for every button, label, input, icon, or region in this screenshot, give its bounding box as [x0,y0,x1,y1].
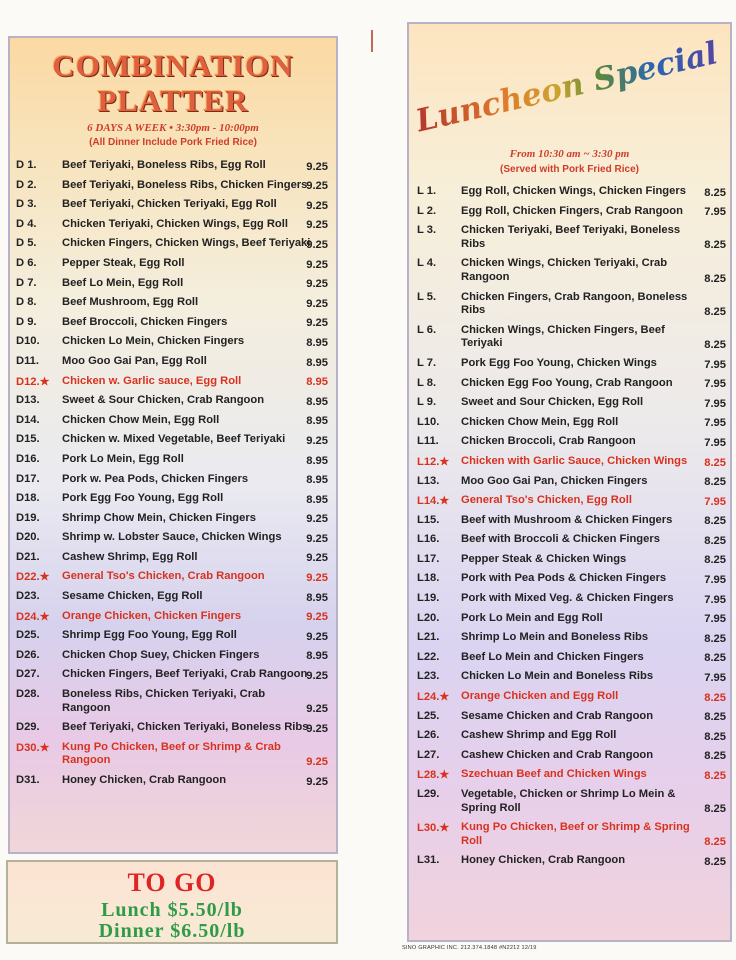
menu-item-description: Egg Roll, Chicken Wings, Chicken Fingers [461,185,686,197]
menu-item-price: 9.25 [306,532,328,545]
menu-item-price: 8.95 [306,415,328,428]
menu-item [409,202,730,222]
menu-item-price: 9.25 [306,630,328,643]
menu-item-description: Chicken Fingers, Crab Rangoon, Boneless Ribs [461,290,688,317]
menu-item-price: 9.25 [306,703,328,716]
menu-item-price: 8.95 [306,493,328,506]
to-go-title: TO GO [127,868,217,897]
menu-item-description: Pepper Steak, Egg Roll [62,256,185,269]
menu-item-code: D 6. [16,256,37,269]
menu-item [409,726,730,746]
menu-item-price: 9.25 [306,670,328,683]
menu-item-price: 9.25 [306,278,328,291]
menu-item-code: D15. [16,433,40,446]
combination-hours: 6 DAYS A WEEK • 3:30pm - 10:00pm [87,122,259,134]
menu-item-description: Cashew Shrimp and Egg Roll [461,729,617,742]
menu-item-code: D26. [16,648,40,661]
menu-item-code: L27. [417,748,440,761]
menu-item-description: Chicken Broccoli, Crab Rangoon [461,435,636,448]
menu-item [10,274,336,294]
menu-item-code: L30.★ [417,822,450,835]
menu-item-price: 9.25 [306,180,328,193]
menu-item-code: L 8. [417,376,437,389]
menu-item-price: 9.25 [306,611,328,624]
menu-item-description: Beef Lo Mein, Egg Roll [62,276,184,289]
menu-item-description: Shrimp w. Lobster Sauce, Chicken Wings [62,531,282,544]
menu-item [10,313,336,333]
menu-item-description: Chicken Fingers, Chicken Wings, Beef Teriyaki [62,237,311,250]
menu-item-description: Chicken Lo Mein and Boneless Ribs [461,670,654,683]
menu-item [10,626,336,646]
menu-item-code: D27. [16,668,40,681]
menu-item-code: D 5. [16,237,37,250]
menu-item [10,352,336,372]
printer-credit: SINO GRAPHIC INC. 212.374.1848 #N2212 12/19 [402,945,537,951]
menu-item-description: Pork with Pea Pods & Chicken Fingers [461,572,667,585]
menu-item-code: L15. [417,513,440,526]
menu-item-code: D24.★ [16,610,50,623]
menu-item-code: D31. [16,774,40,786]
menu-item-code: L31. [417,854,440,867]
menu-item-price: 8.95 [306,395,328,408]
menu-item [409,182,730,202]
menu-item [409,609,730,629]
menu-item [409,321,730,354]
menu-item-code: D 8. [16,296,37,309]
menu-item-description: Beef Teriyaki, Boneless Ribs, Egg Roll [62,159,266,171]
menu-item-code: L 1. [417,185,437,197]
menu-item [409,550,730,570]
menu-item [409,452,730,472]
menu-item-description: Kung Po Chicken, Beef or Shrimp & Crab Rangoon [62,740,281,767]
menu-item-description: Egg Roll, Chicken Fingers, Crab Rangoon [461,204,683,217]
menu-item [10,470,336,490]
menu-item-code: L13. [417,474,440,487]
menu-item-description: Beef Mushroom, Egg Roll [62,296,199,309]
menu-item [409,628,730,648]
menu-item-price: 7.95 [704,672,726,685]
combination-platter-panel [8,36,338,854]
menu-item-description: Chicken Fingers, Beef Teriyaki, Crab Rangoon [62,668,308,681]
menu-item [409,354,730,374]
menu-item-description: Beef Teriyaki, Chicken Teriyaki, Egg Roll [62,198,277,211]
menu-item-code: L12.★ [417,455,450,468]
menu-item [10,548,336,568]
menu-item [409,413,730,433]
menu-item-description: Chicken Wings, Chicken Teriyaki, Crab Rangoon [461,257,668,283]
menu-item-price: 9.25 [306,552,328,565]
menu-item-price: 8.25 [704,534,726,547]
menu-item-price: 8.25 [704,476,726,489]
menu-item-code: L10. [417,415,440,428]
menu-item-price: 8.25 [704,554,726,567]
menu-item-description: Shrimp Egg Foo Young, Egg Roll [62,629,237,642]
menu-item-price: 8.25 [704,691,726,704]
menu-item-price: 7.95 [704,436,726,449]
menu-item [409,254,730,287]
menu-item-code: L 7. [417,356,437,369]
to-go-dinner-price: Dinner $6.50/lb [98,920,246,942]
menu-item [10,215,336,235]
menu-item-code: D28. [16,688,40,701]
menu-item-price: 8.25 [704,770,726,782]
menu-item [409,785,730,818]
menu-item [10,430,336,450]
menu-item-code: L17. [417,552,440,565]
menu-item-code: D 9. [16,315,37,328]
menu-item-code: D 4. [16,217,37,230]
menu-item [10,771,336,791]
menu-item-description: Szechuan Beef and Chicken Wings [461,768,647,781]
menu-item-code: L 4. [417,257,437,270]
menu-item-price: 8.95 [306,376,328,389]
menu-item [409,393,730,413]
menu-item [409,432,730,452]
menu-item [409,746,730,766]
menu-item-code: L22. [417,650,440,663]
menu-item-price: 7.95 [704,495,726,508]
menu-item [10,567,336,587]
menu-item-price: 9.25 [306,513,328,526]
menu-item-description: Chicken Wings, Chicken Fingers, Beef Teriyaki [461,323,665,350]
menu-item-code: D22.★ [16,571,50,584]
menu-item [409,687,730,707]
menu-item [409,589,730,609]
luncheon-title: Luncheon Special [413,33,734,144]
menu-item-description: General Tso's Chicken, Egg Roll [461,494,632,507]
menu-item-price: 9.25 [306,258,328,271]
menu-item-price: 9.25 [306,219,328,232]
menu-item [409,667,730,687]
menu-item [409,530,730,550]
menu-item-price: 8.25 [704,305,726,318]
menu-item-description: Chicken Chop Suey, Chicken Fingers [62,648,260,661]
menu-item-price: 8.25 [704,632,726,645]
menu-item-price: 7.95 [704,358,726,371]
menu-item-code: L11. [417,435,439,448]
menu-item-description: Beef with Broccoli & Chicken Fingers [461,533,660,546]
menu-item-code: D 1. [16,159,37,171]
menu-item-description: Beef Teriyaki, Chicken Teriyaki, Boneless Ribs [62,721,309,734]
menu-item [10,176,336,196]
menu-item-price: 8.95 [306,336,328,349]
menu-item-code: L28.★ [417,769,450,782]
menu-item-description: Orange Chicken and Egg Roll [461,690,619,703]
menu-item [10,646,336,666]
menu-item-code: D25. [16,629,40,642]
menu-item-code: L23. [417,670,440,683]
luncheon-hours: From 10:30 am ~ 3:30 pm [509,148,630,160]
menu-item-price: 8.25 [704,515,726,528]
menu-item-price: 9.25 [306,434,328,447]
menu-item-description: Orange Chicken, Chicken Fingers [62,609,242,622]
combination-title-line1: COMBINATION [52,48,294,83]
menu-item-description: Sweet and Sour Chicken, Egg Roll [461,396,644,409]
menu-item-price: 8.25 [704,186,726,199]
menu-item-code: L 9. [417,396,437,409]
menu-item [409,851,730,871]
menu-item-code: L19. [417,592,440,605]
menu-item [10,234,336,254]
menu-item-price: 8.25 [704,711,726,724]
luncheon-special-panel [407,22,732,942]
menu-item-price: 8.25 [704,456,726,469]
menu-item [409,491,730,511]
menu-item-description: Shrimp Lo Mein and Boneless Ribs [461,631,649,644]
menu-item-price: 7.95 [704,206,726,219]
menu-item-description: Moo Goo Gai Pan, Chicken Fingers [461,474,648,487]
menu-item-description: Sesame Chicken and Crab Rangoon [461,709,654,722]
menu-item-price: 7.95 [704,613,726,626]
menu-item [10,411,336,431]
menu-item-price: 9.25 [306,160,328,173]
menu-item [10,718,336,738]
menu-item [409,511,730,531]
menu-item-price: 8.25 [704,338,726,351]
menu-item [409,569,730,589]
menu-item [409,288,730,321]
menu-item-price: 8.25 [704,652,726,665]
to-go-lunch-price: Lunch $5.50/lb [101,899,243,921]
menu-item-code: L25. [417,709,440,722]
menu-item [10,665,336,685]
menu-item-price: 8.25 [704,239,726,252]
combination-title-line2: PLATTER [97,83,249,118]
menu-item-description: Chicken w. Mixed Vegetable, Beef Teriyaki [62,433,286,446]
menu-item-code: L20. [417,611,440,624]
menu-item-description: Chicken Chow Mein, Egg Roll [461,415,619,428]
menu-item [409,374,730,394]
menu-item [10,489,336,509]
menu-item-price: 8.25 [704,836,726,849]
menu-item-code: D 2. [16,178,37,191]
luncheon-note: (Served with Pork Fried Rice) [500,164,639,175]
menu-item-price: 8.95 [306,591,328,604]
menu-item-description: Pork Lo Mein and Egg Roll [461,611,603,624]
menu-item [10,332,336,352]
menu-item [409,765,730,785]
menu-item-code: L26. [417,729,440,742]
menu-item [10,509,336,529]
menu-item [10,156,336,176]
menu-item-description: Pepper Steak & Chicken Wings [461,552,627,565]
menu-item-price: 8.95 [306,650,328,663]
menu-item [10,195,336,215]
menu-item-description: Pork Egg Foo Young, Chicken Wings [461,356,657,369]
menu-item-price: 7.95 [704,397,726,410]
combination-note: (All Dinner Include Pork Fried Rice) [89,137,257,148]
menu-item-description: Pork Egg Foo Young, Egg Roll [62,492,224,505]
menu-item-price: 7.95 [704,593,726,606]
menu-item-price: 8.25 [704,803,726,816]
menu-item-code: D29. [16,721,40,734]
to-go-box [6,860,338,944]
menu-item-description: Moo Goo Gai Pan, Egg Roll [62,354,207,367]
menu-item-code: L29. [417,788,440,800]
menu-item-code: D14. [16,413,40,426]
menu-item [10,372,336,392]
menu-item [10,607,336,627]
menu-item-price: 8.25 [704,750,726,763]
menu-item [409,472,730,492]
menu-item-description: Beef Lo Mein and Chicken Fingers [461,650,644,663]
menu-item-description: Cashew Chicken and Crab Rangoon [461,748,654,761]
menu-item-code: L18. [417,572,440,585]
menu-item-price: 8.25 [704,272,726,285]
menu-item-code: D16. [16,452,40,465]
menu-item-price: 7.95 [704,417,726,430]
menu-item [409,818,730,851]
menu-item [10,685,336,718]
menu-item [10,738,336,771]
menu-item-description: Chicken w. Garlic sauce, Egg Roll [62,374,242,387]
menu-item-description: Honey Chicken, Crab Rangoon [62,774,227,786]
menu-item-description: Sweet & Sour Chicken, Crab Rangoon [62,394,265,407]
menu-item-description: Shrimp Chow Mein, Chicken Fingers [62,511,256,524]
menu-item-code: L24.★ [417,691,450,704]
menu-item-description: Honey Chicken, Crab Rangoon [461,854,626,867]
menu-item-price: 9.25 [306,297,328,310]
menu-item [409,221,730,254]
menu-item-price: 7.95 [704,378,726,391]
menu-item-description: Beef Teriyaki, Boneless Ribs, Chicken Fingers [62,178,308,191]
menu-item-price: 9.25 [306,317,328,330]
menu-item-price: 8.95 [306,454,328,467]
menu-item-code: D18. [16,492,40,505]
menu-item [409,648,730,668]
menu-item-description: Cashew Shrimp, Egg Roll [62,550,198,563]
menu-item-code: D17. [16,472,40,485]
menu-item [10,391,336,411]
menu-item-code: D 3. [16,198,37,211]
menu-item-description: Chicken with Garlic Sauce, Chicken Wings [461,454,688,467]
menu-item-description: Kung Po Chicken, Beef or Shrimp & Spring Roll [461,821,690,847]
luncheon-menu-list [409,182,730,871]
menu-item-code: D13. [16,394,40,407]
menu-item [10,293,336,313]
menu-item-description: Vegetable, Chicken or Shrimp Lo Mein & Spring Roll [461,788,676,814]
menu-item-code: L16. [417,533,440,546]
menu-item-code: L21. [417,631,440,644]
menu-item-code: D30.★ [16,741,50,754]
menu-item-code: D11. [16,354,40,367]
menu-item-price: 9.25 [306,238,328,251]
menu-item [10,254,336,274]
menu-item-description: Beef Broccoli, Chicken Fingers [62,315,228,328]
menu-item-description: Chicken Chow Mein, Egg Roll [62,413,220,426]
menu-item-code: D23. [16,590,40,603]
menu-item [10,587,336,607]
menu-item-description: Chicken Egg Foo Young, Crab Rangoon [461,376,673,389]
menu-item-description: Pork with Mixed Veg. & Chicken Fingers [461,592,674,605]
menu-item-price: 9.25 [306,775,328,788]
menu-item [10,528,336,548]
menu-item-description: Pork Lo Mein, Egg Roll [62,452,184,465]
menu-item-price: 8.95 [306,356,328,369]
menu-item-description: Chicken Teriyaki, Beef Teriyaki, Boneless Ribs [461,224,681,250]
fold-mark [371,30,373,52]
menu-item-description: Beef with Mushroom & Chicken Fingers [461,513,673,526]
menu-item-description: Chicken Teriyaki, Chicken Wings, Egg Roll [62,217,288,230]
menu-item [10,450,336,470]
menu-item-price: 8.25 [704,855,726,868]
menu-item [409,707,730,727]
combination-menu-list [10,156,336,791]
menu-item-description: General Tso's Chicken, Crab Rangoon [62,570,265,583]
menu-item-price: 9.25 [306,722,328,735]
menu-item-price: 9.25 [306,756,328,768]
menu-item-code: D 7. [16,276,37,289]
menu-item-price: 9.25 [306,199,328,212]
menu-item-price: 9.25 [306,572,328,585]
menu-item-description: Boneless Ribs, Chicken Teriyaki, Crab Rangoon [62,688,266,714]
menu-item-code: L 6. [417,323,437,336]
menu-item-price: 8.95 [306,474,328,487]
menu-item-price: 7.95 [704,574,726,587]
menu-item-code: D12.★ [16,375,50,388]
menu-item-description: Sesame Chicken, Egg Roll [62,590,203,603]
menu-item-description: Chicken Lo Mein, Chicken Fingers [62,335,245,348]
menu-item-code: D10. [16,335,40,348]
menu-item-code: D19. [16,511,40,524]
menu-item-code: L 3. [417,224,437,237]
menu-item-code: D21. [16,550,40,563]
menu-item-code: L14.★ [417,495,450,508]
menu-item-price: 8.25 [704,730,726,743]
menu-item-code: L 5. [417,290,437,303]
menu-item-description: Pork w. Pea Pods, Chicken Fingers [62,472,249,485]
menu-item-code: L 2. [417,204,437,217]
menu-item-code: D20. [16,531,40,544]
